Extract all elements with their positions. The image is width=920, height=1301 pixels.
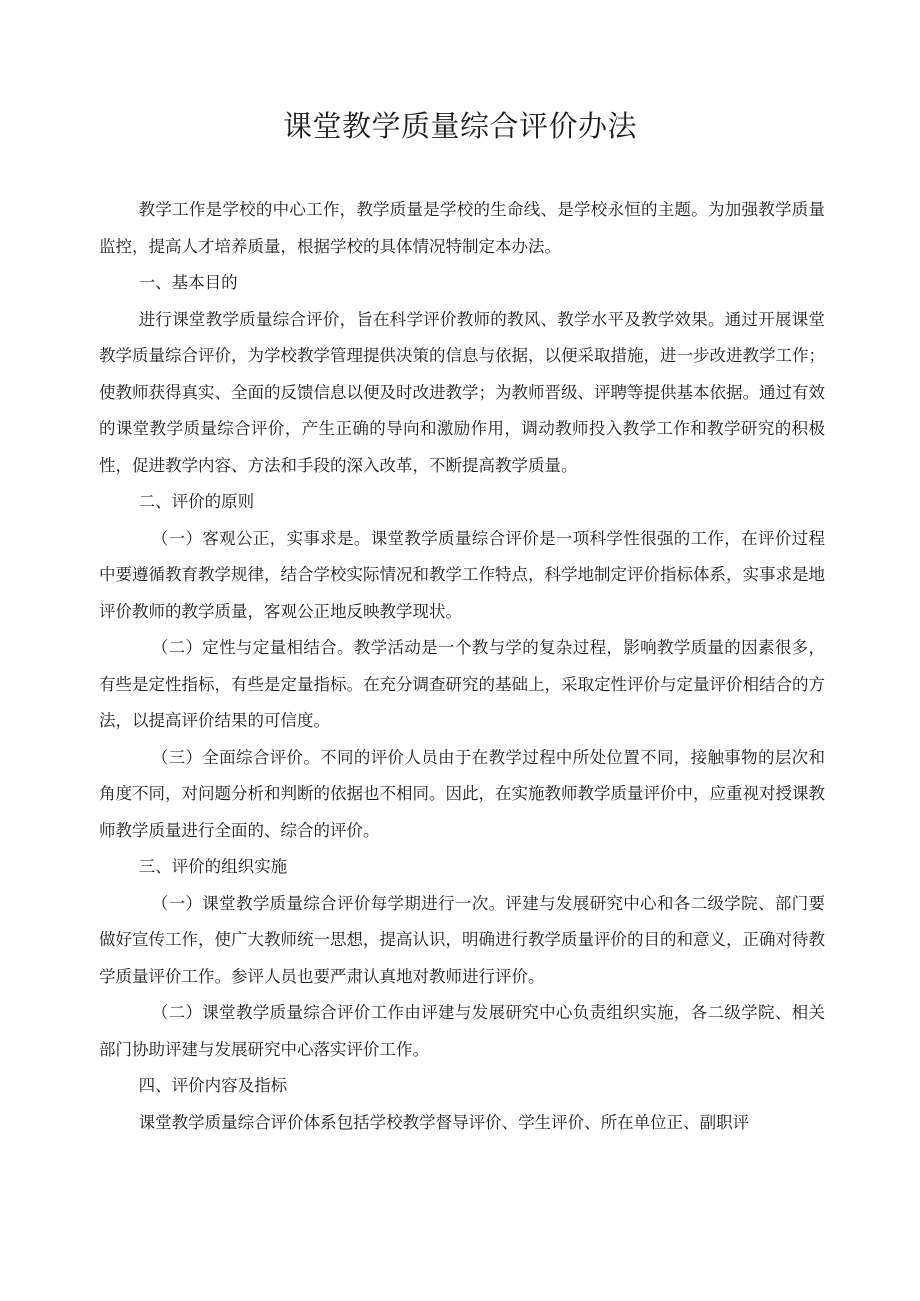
implementation-paragraph-2: （二）课堂教学质量综合评价工作由评建与发展研究中心负责组织实施，各二级学院、相关部门协助评建与发展研究中心落实评价工作。 xyxy=(99,1003,825,1059)
intro-paragraph: 教学工作是学校的中心工作，教学质量是学校的生命线、是学校永恒的主题。为加强教学质量监控，提高人才培养质量，根据学校的具体情况特制定本办法。 xyxy=(99,200,825,256)
principle-paragraph-3: （三）全面综合评价。不同的评价人员由于在教学过程中所处位置不同，接触事物的层次和角度不同，对问题分析和判断的依据也不相同。因此，在实施教师教学质量评价中，应重视对授课教师教学质量进行全面的、综合的评价。 xyxy=(99,747,825,840)
content-paragraph: 课堂教学质量综合评价体系包括学校教学督导评价、学生评价、所在单位正、副职评 xyxy=(138,1112,750,1132)
section-heading-principles: 二、评价的原则 xyxy=(138,492,255,511)
document-title: 课堂教学质量综合评价办法 xyxy=(282,109,637,143)
section-heading-content: 四、评价内容及指标 xyxy=(138,1076,288,1095)
principle-paragraph-1: （一）客观公正，实事求是。课堂教学质量综合评价是一项科学性很强的工作，在评价过程中要遵循教育教学规律，结合学校实际情况和教学工作特点，科学地制定评价指标体系，实事求是地评价教师的教学质量，客观公正地反映教学现状。 xyxy=(99,528,825,621)
principle-paragraph-2: （二）定性与定量相结合。教学活动是一个教与学的复杂过程，影响教学质量的因素很多，有些是定性指标，有些是定量指标。在充分调查研究的基础上，采取定性评价与定量评价相结合的方法，以提高评价结果的可信度。 xyxy=(99,638,825,730)
section-heading-implementation: 三、评价的组织实施 xyxy=(138,857,288,876)
implementation-paragraph-1: （一）课堂教学质量综合评价每学期进行一次。评建与发展研究中心和各二级学院、部门要做好宣传工作，使广大教师统一思想，提高认识，明确进行教学质量评价的目的和意义，正确对待教学质量评价工作。参评人员也要严肃认真地对教师进行评价。 xyxy=(99,893,825,986)
document-body xyxy=(99,192,825,1141)
purpose-paragraph: 进行课堂教学质量综合评价，旨在科学评价教师的教风、教学水平及教学效果。通过开展课堂教学质量综合评价，为学校教学管理提供决策的信息与依据，以便采取措施，进一步改进教学工作；使教师获得真实、全面的反馈信息以便及时改进教学；为教师晋级、评聘等提供基本依据。通过有效的课堂教学质量综合评价，产生正确的导向和激励作用，调动教师投入教学工作和教学研究的积极性，促进教学内容、方法和手段的深入改革，不断提高教学质量。 xyxy=(99,309,825,475)
section-heading-purpose: 一、基本目的 xyxy=(138,273,238,292)
